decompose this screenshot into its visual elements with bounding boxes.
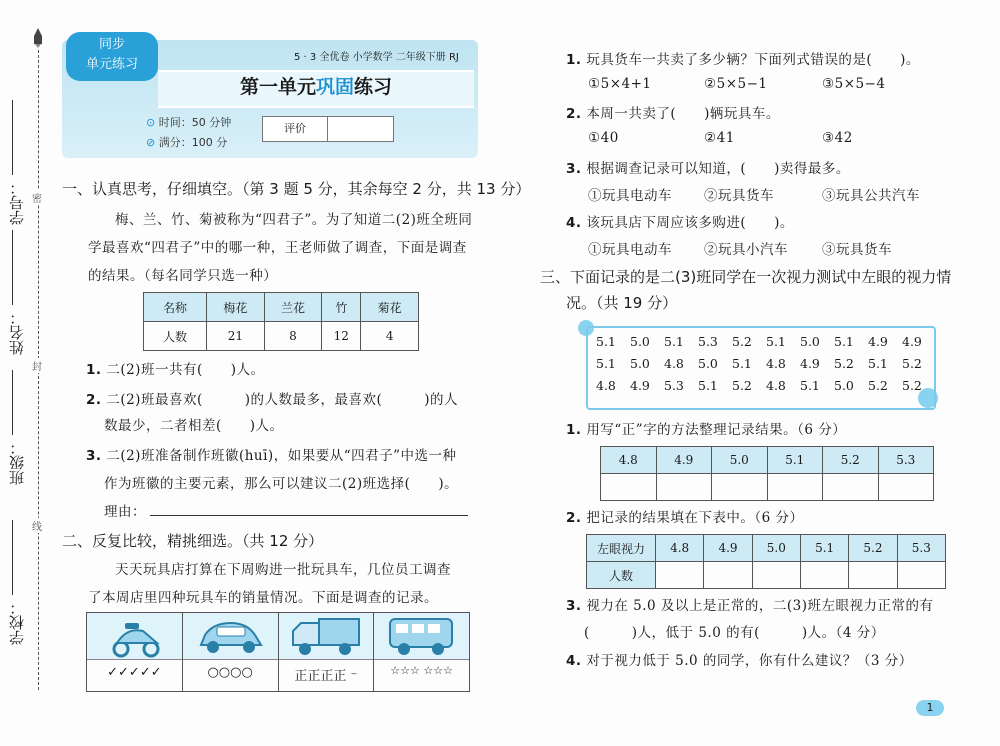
table-header: 5.2 <box>823 447 879 474</box>
vision-value: 5.2 <box>902 356 922 371</box>
toy-question-4: 4. 该玩具店下周应该多购进( )。 <box>566 215 794 231</box>
option[interactable]: ①5×4+1 <box>588 76 652 92</box>
table-cell: 人数 <box>144 322 207 351</box>
table-header: 4.8 <box>601 447 657 474</box>
table-header: 5.3 <box>897 535 945 562</box>
side-blank-line <box>12 230 13 305</box>
table-header: 5.0 <box>752 535 800 562</box>
toy-question-3: 3. 根据调查记录可以知道，( )卖得最多。 <box>566 161 850 177</box>
score-info: ⊘ 满分：100 分 <box>146 136 228 149</box>
side-mark: 封 <box>32 358 42 373</box>
vision-value: 5.1 <box>596 356 616 371</box>
option[interactable]: ②玩具货车 <box>704 188 774 204</box>
toy-bus-cell <box>374 613 469 691</box>
truck-icon <box>279 613 374 660</box>
vision-value: 5.1 <box>868 356 888 371</box>
car-icon <box>183 613 278 660</box>
page-number: 1 <box>916 700 944 716</box>
vision-question-4: 4. 对于视力低于 5.0 的同学，你有什么建议？（3 分） <box>566 653 913 669</box>
question-3: 3. 二(2)班准备制作班徽(huī)，如果要从“四君子”中选一种 <box>86 448 457 464</box>
toy-car-cell <box>183 613 279 691</box>
vision-value: 5.0 <box>630 356 650 371</box>
answer-cell[interactable] <box>897 562 945 589</box>
vision-question-1: 1. 用写“正”字的方法整理记录结果。（6 分） <box>566 422 847 438</box>
option[interactable]: ③5×5−4 <box>822 76 886 92</box>
answer-cell[interactable] <box>767 474 823 501</box>
vision-value: 5.1 <box>834 334 854 349</box>
answer-cell[interactable] <box>656 562 704 589</box>
unit-badge <box>66 32 158 81</box>
option[interactable]: ③42 <box>822 130 853 146</box>
table-header: 菊花 <box>361 293 419 322</box>
vision-value: 5.2 <box>732 378 752 393</box>
vision-value: 5.0 <box>834 378 854 393</box>
side-label-class: 班级： <box>8 440 26 485</box>
badge-line: 单元练习 <box>85 57 138 72</box>
vision-value: 5.3 <box>698 334 718 349</box>
question-2: 2. 二(2)班最喜欢( )的人数最多，最喜欢( )的人 <box>86 392 459 408</box>
section-2-intro: 了本周店里四种玩具车的销量情况。下面是调查的记录。 <box>88 590 438 606</box>
option[interactable]: ②5×5−1 <box>704 76 768 92</box>
vision-value: 5.2 <box>902 378 922 393</box>
toy-scooter-cell <box>87 613 183 691</box>
vision-value: 4.9 <box>800 356 820 371</box>
vision-value: 5.2 <box>868 378 888 393</box>
reason-answer-line[interactable] <box>150 515 468 516</box>
vision-value: 4.9 <box>630 378 650 393</box>
answer-cell[interactable] <box>704 562 752 589</box>
answer-cell[interactable] <box>823 474 879 501</box>
count-table <box>586 534 946 589</box>
table-header: 左眼视力 <box>587 535 656 562</box>
vision-value: 5.0 <box>698 356 718 371</box>
table-cell: 8 <box>264 322 322 351</box>
table-header: 梅花 <box>207 293 265 322</box>
table-cell: 21 <box>207 322 265 351</box>
table-header: 5.3 <box>878 447 934 474</box>
answer-cell[interactable] <box>800 562 848 589</box>
answer-cell[interactable] <box>878 474 934 501</box>
reason-label: 理由： <box>104 504 146 520</box>
table-header: 4.9 <box>704 535 752 562</box>
time-info: ⊙ 时间：50 分钟 <box>146 116 232 129</box>
check-icon: ⊘ <box>146 136 159 149</box>
table-cell: 4 <box>361 322 419 351</box>
tally-stars: ☆☆☆ ☆☆☆ <box>390 664 453 677</box>
toy-question-2: 2. 本周一共卖了( )辆玩具车。 <box>566 106 780 122</box>
answer-cell[interactable] <box>656 474 712 501</box>
option[interactable]: ③玩具货车 <box>822 242 892 258</box>
tally-checks: ✓✓✓✓✓ <box>107 665 162 680</box>
page-title: 第一单元巩固练习 <box>239 76 393 98</box>
tally-zheng: 正正正正 ⁻ <box>294 669 358 684</box>
table-header: 竹 <box>322 293 361 322</box>
section-1-heading: 一、认真思考，仔细填空。（第 3 题 5 分，其余每空 2 分，共 13 分） <box>62 180 531 198</box>
question-3-cont: 作为班徽的主要元素，那么可以建议二(2)班选择( )。 <box>104 476 459 492</box>
option[interactable]: ①玩具电动车 <box>588 242 672 258</box>
vision-value: 5.1 <box>664 334 684 349</box>
table-header: 5.1 <box>767 447 823 474</box>
table-row-label: 人数 <box>587 562 656 589</box>
option[interactable]: ②玩具小汽车 <box>704 242 788 258</box>
evaluation-label: 评价 <box>263 117 328 141</box>
question-1: 1. 二(2)班一共有( )人。 <box>86 362 265 378</box>
flower-table <box>143 292 419 351</box>
side-mark: 密 <box>32 190 42 205</box>
side-label-student-id: 学号： <box>8 180 26 225</box>
vision-value: 5.1 <box>596 334 616 349</box>
side-mark: 线 <box>32 518 42 533</box>
vision-question-3: 3. 视力在 5.0 及以上是正常的，二(3)班左眼视力正常的有 <box>566 598 934 614</box>
vision-value: 5.0 <box>630 334 650 349</box>
vision-value: 5.1 <box>766 334 786 349</box>
evaluation-box[interactable] <box>262 116 394 142</box>
bus-icon <box>374 613 469 660</box>
side-blank-line <box>12 520 13 595</box>
section-1-intro: 梅、兰、竹、菊被称为“四君子”。为了知道二(2)班全班同 <box>115 212 473 228</box>
vision-value: 4.8 <box>596 378 616 393</box>
vision-value: 5.2 <box>834 356 854 371</box>
section-3-heading: 三、下面记录的是二(3)班同学在一次视力测试中左眼的视力情 <box>540 268 952 286</box>
rocket-icon <box>33 28 43 48</box>
vision-value: 5.2 <box>732 334 752 349</box>
answer-cell[interactable] <box>849 562 897 589</box>
table-header: 兰花 <box>264 293 322 322</box>
clock-icon: ⊙ <box>146 116 159 129</box>
option[interactable]: ③玩具公共汽车 <box>822 188 920 204</box>
tally-table <box>600 446 934 501</box>
question-2-cont: 数最少，二者相差( )人。 <box>104 418 284 434</box>
side-blank-line <box>12 100 13 175</box>
tally-circles: ○○○○ <box>207 665 253 680</box>
vision-value: 4.9 <box>868 334 888 349</box>
vision-value: 5.1 <box>732 356 752 371</box>
table-header: 4.8 <box>656 535 704 562</box>
option[interactable]: ①40 <box>588 130 619 146</box>
section-1-intro: 的结果。（每名同学只选一种） <box>88 268 278 284</box>
vision-value: 5.1 <box>800 378 820 393</box>
vision-value: 4.9 <box>902 334 922 349</box>
scooter-icon <box>87 613 182 660</box>
table-header: 5.2 <box>849 535 897 562</box>
badge-line: 同步 <box>98 37 125 52</box>
vision-value: 4.8 <box>766 356 786 371</box>
side-blank-line <box>12 370 13 435</box>
option[interactable]: ①玩具电动车 <box>588 188 672 204</box>
section-2-heading: 二、反复比较，精挑细选。（共 12 分） <box>62 532 324 550</box>
vision-value: 4.8 <box>766 378 786 393</box>
vision-value: 4.8 <box>664 356 684 371</box>
toy-sales-record <box>86 612 470 692</box>
side-label-name: 姓名： <box>8 310 26 355</box>
answer-cell[interactable] <box>712 474 768 501</box>
table-header: 5.0 <box>712 447 768 474</box>
vision-value: 5.1 <box>698 378 718 393</box>
section-3-heading-cont: 况。（共 19 分） <box>566 294 678 312</box>
toy-question-1: 1. 玩具货车一共卖了多少辆？下面列式错误的是( )。 <box>566 52 920 68</box>
table-header: 5.1 <box>800 535 848 562</box>
vision-question-3-cont: ( )人，低于 5.0 的有( )人。（4 分） <box>584 625 885 641</box>
option[interactable]: ②41 <box>704 130 735 146</box>
side-label-school: 学校： <box>8 600 26 645</box>
book-info: 5 · 3 全优卷 小学数学 二年级下册 RJ <box>294 52 459 63</box>
table-cell: 12 <box>322 322 361 351</box>
vision-value: 5.0 <box>800 334 820 349</box>
toy-truck-cell <box>279 613 375 691</box>
table-header: 4.9 <box>656 447 712 474</box>
section-2-intro: 天天玩具店打算在下周购进一批玩具车，几位员工调查 <box>115 562 451 578</box>
vision-value: 5.3 <box>664 378 684 393</box>
section-1-intro: 学最喜欢“四君子”中的哪一种，王老师做了调查，下面是调查 <box>88 240 467 256</box>
vision-question-2: 2. 把记录的结果填在下表中。（6 分） <box>566 510 804 526</box>
answer-cell[interactable] <box>752 562 800 589</box>
table-header: 名称 <box>144 293 207 322</box>
answer-cell[interactable] <box>601 474 657 501</box>
